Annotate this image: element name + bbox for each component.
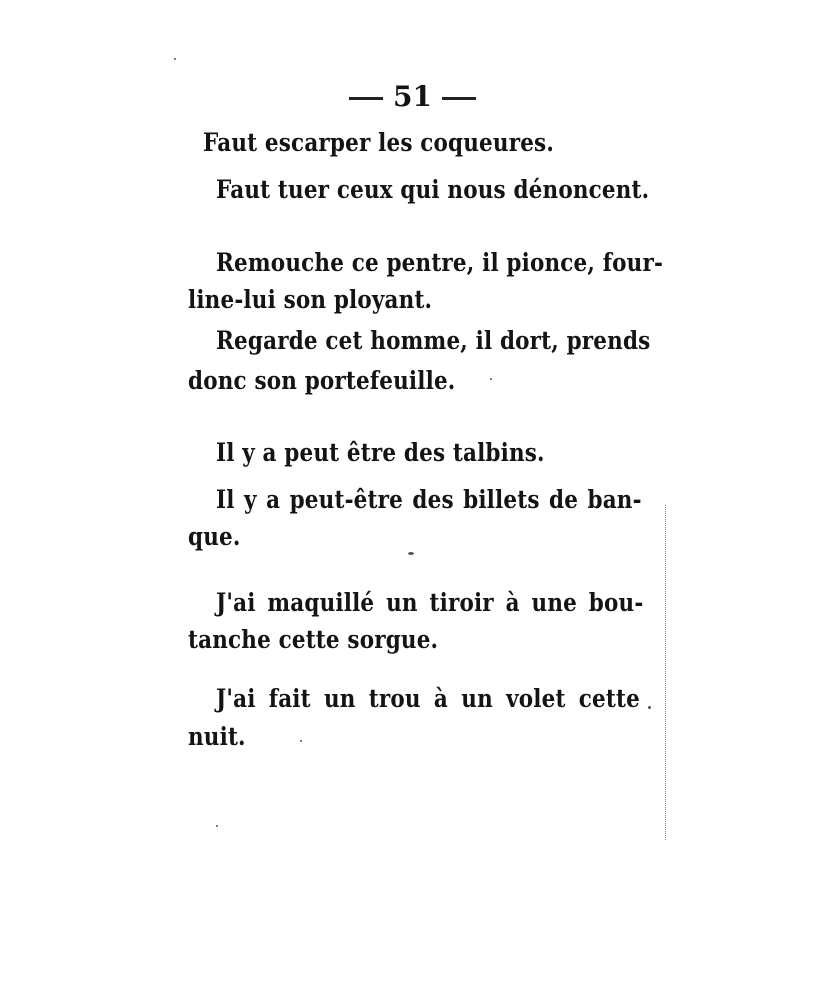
text-line: Regarde cet homme, il dort, prends bbox=[216, 326, 651, 355]
ink-speck bbox=[490, 378, 492, 380]
text-line: Il y a peut-être des billets de ban- bbox=[216, 485, 642, 514]
ink-speck bbox=[216, 825, 218, 827]
text-line: Faut tuer ceux qui nous dénoncent. bbox=[216, 175, 650, 204]
text-line: line-lui son ployant. bbox=[188, 285, 433, 314]
gutter-shadow bbox=[665, 505, 666, 840]
text-line: nuit. bbox=[188, 722, 246, 751]
text-line: donc son portefeuille. bbox=[188, 366, 456, 395]
header-dash-left bbox=[349, 97, 383, 100]
ink-speck bbox=[300, 740, 302, 742]
text-line: J'ai maquillé un tiroir à une bou- bbox=[216, 588, 644, 617]
text-line: Faut escarper les coqueures. bbox=[203, 128, 554, 157]
ink-speck bbox=[648, 706, 651, 709]
header-dash-right bbox=[442, 97, 476, 100]
text-line: Remouche ce pentre, il pionce, four- bbox=[216, 248, 664, 277]
text-line: que. bbox=[188, 522, 241, 551]
page-number: 51 bbox=[393, 80, 432, 113]
text-line: Il y a peut être des talbins. bbox=[216, 438, 545, 467]
text-line: tanche cette sorgue. bbox=[188, 625, 439, 654]
ink-speck bbox=[408, 552, 414, 555]
text-line: J'ai fait un trou à un volet cette bbox=[216, 684, 640, 713]
page-header bbox=[0, 80, 825, 113]
ink-speck bbox=[174, 58, 176, 60]
